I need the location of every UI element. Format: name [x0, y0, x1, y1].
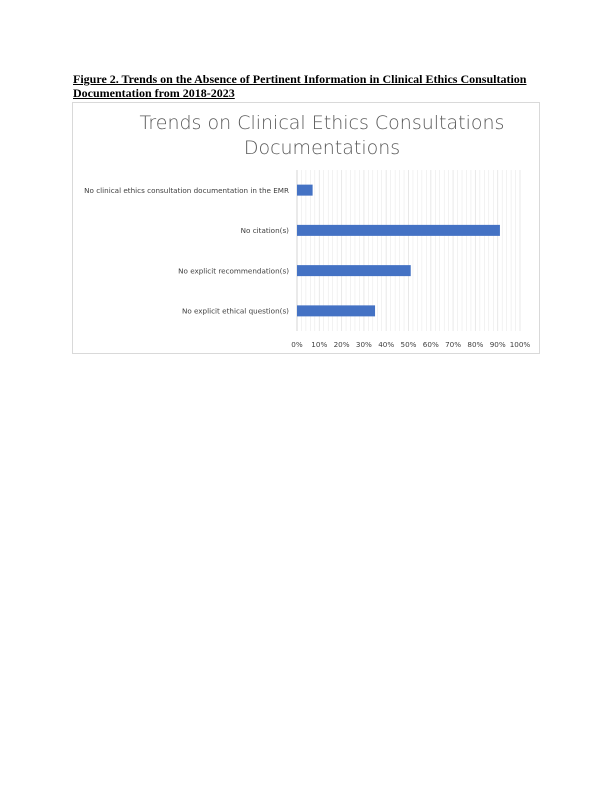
bar: [297, 305, 375, 316]
chart-title-line-1: Trends on Clinical Ethics Consultations: [139, 112, 505, 134]
x-tick-label: 50%: [400, 340, 417, 349]
x-tick-label: 90%: [489, 340, 506, 349]
bars: [297, 185, 500, 317]
figure-caption: [73, 73, 543, 100]
category-label: No clinical ethics consultation documentation in the EMR: [84, 185, 289, 195]
x-tick-label: 60%: [422, 340, 439, 349]
figure-caption-line-1: Figure 2. Trends on the Absence of Pertinent Information in Clinical Ethics Consultation: [73, 72, 527, 86]
category-label: No citation(s): [240, 226, 289, 236]
chart-title-line-2: Documentations: [243, 137, 401, 159]
x-tick-label: 30%: [355, 340, 372, 349]
x-tick-label: 20%: [333, 340, 350, 349]
x-axis-tick-labels: [291, 340, 530, 349]
category-labels: [84, 186, 289, 316]
x-tick-label: 10%: [311, 340, 328, 349]
category-label: No explicit recommendation(s): [178, 266, 289, 276]
chart-area: [72, 102, 540, 354]
bar: [297, 185, 313, 196]
bar-chart: [73, 103, 539, 353]
x-tick-label: 100%: [509, 340, 531, 349]
bar: [297, 265, 411, 276]
figure-caption-line-2: Documentation from 2018-2023: [73, 85, 235, 100]
x-tick-label: 40%: [378, 340, 395, 349]
x-tick-label: 80%: [467, 340, 484, 349]
category-label: No explicit ethical question(s): [181, 306, 289, 316]
x-tick-label: 0%: [291, 340, 303, 349]
bar: [297, 225, 500, 236]
x-tick-label: 70%: [445, 340, 462, 349]
